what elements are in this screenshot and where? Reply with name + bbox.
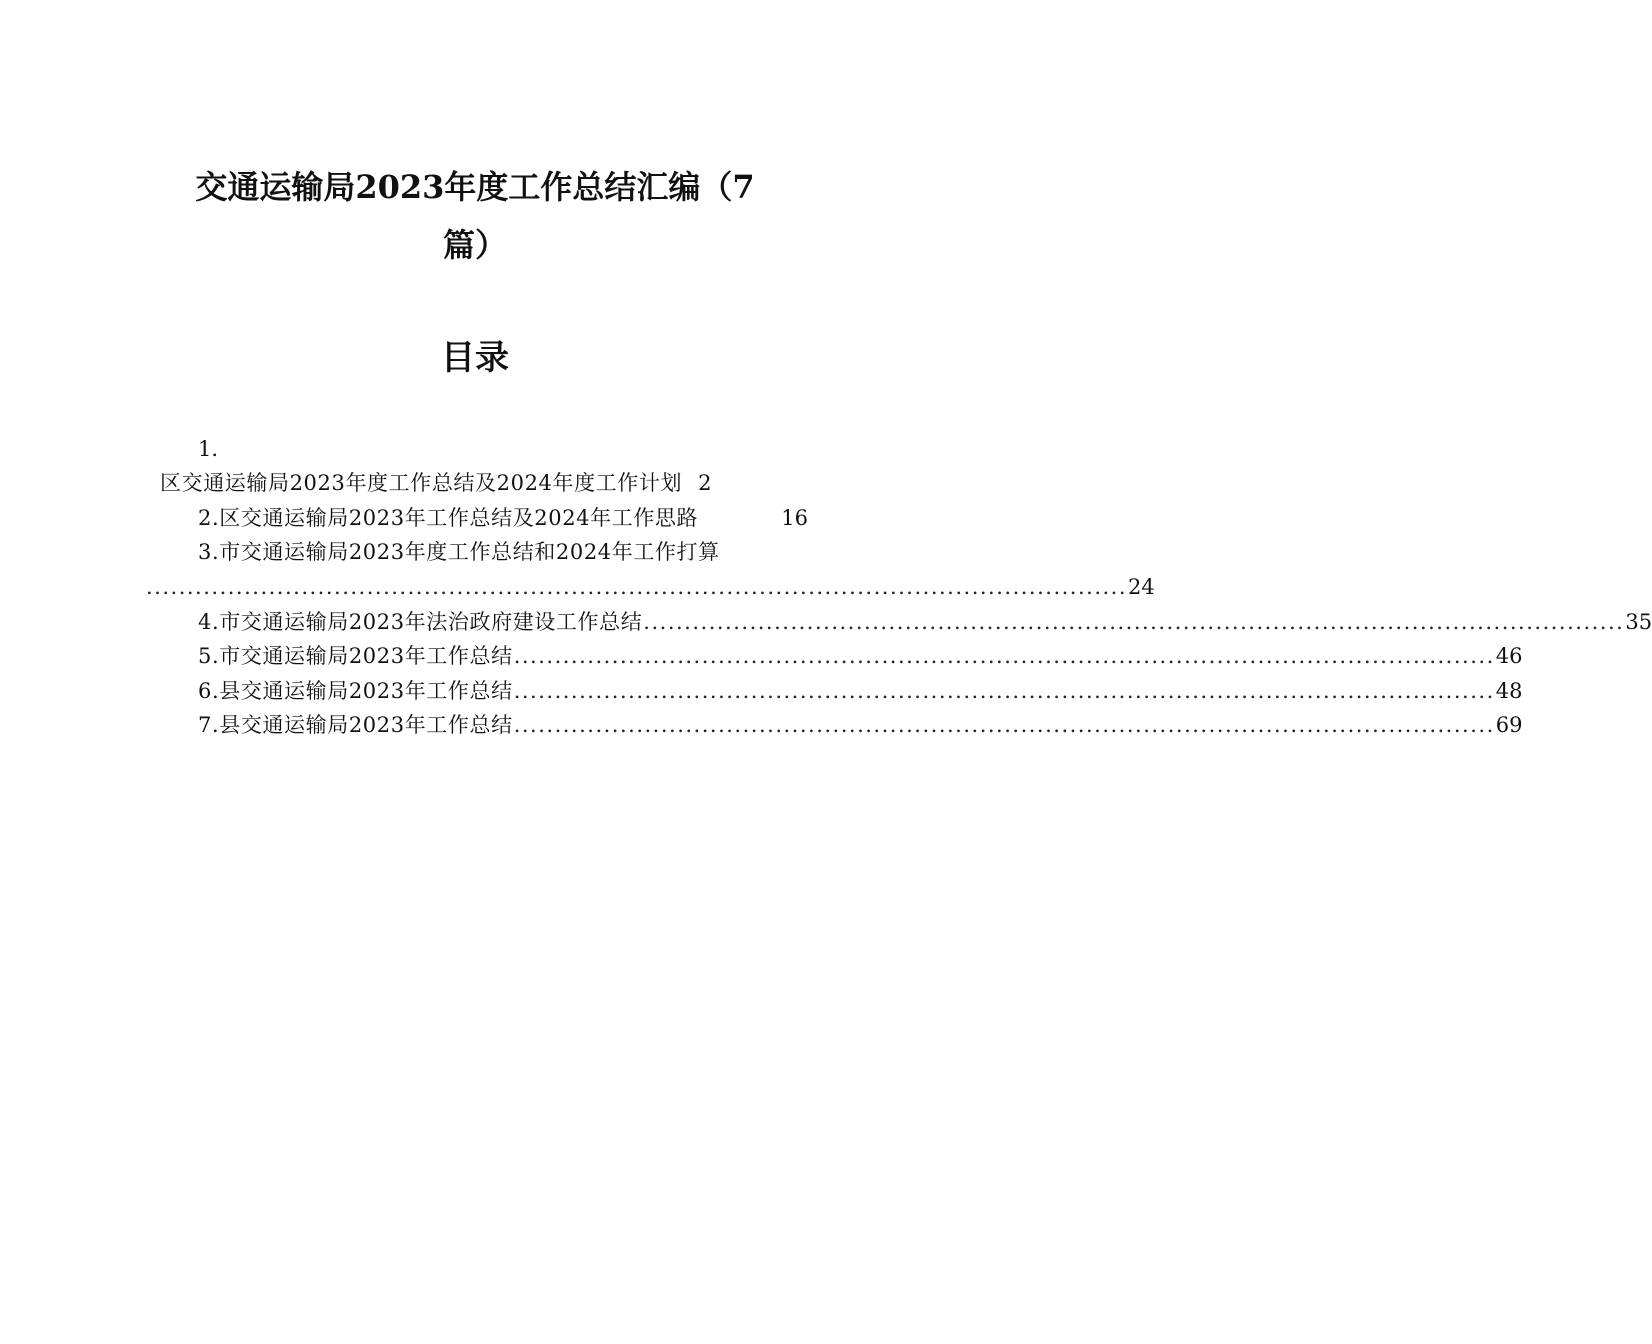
toc-entry-5[interactable]	[198, 640, 1523, 672]
toc-entry-1-number[interactable]: 1.	[198, 437, 219, 461]
document-title-line-1: 交通运输局2023年度工作总结汇编（7	[195, 168, 755, 206]
toc-entry-6[interactable]	[198, 675, 1523, 707]
toc-entry-3-dot-leader: ........................................................................................................................	[146, 575, 1128, 599]
toc-entry-1[interactable]	[160, 467, 800, 499]
toc-entry-2-page: 16	[781, 506, 808, 530]
toc-entry-7-text: 县交通运输局2023年工作总结	[219, 713, 513, 737]
toc-entry-6-text: 县交通运输局2023年工作总结	[219, 679, 513, 703]
toc-entry-3-number: 3.	[198, 540, 220, 564]
toc-entry-2-number: 2.	[198, 506, 220, 530]
toc-entry-7-page: 69	[1495, 713, 1523, 737]
document-title	[150, 158, 800, 274]
toc-entry-5-text: 市交通运输局2023年工作总结	[219, 644, 513, 668]
toc-entry-3-leader-line[interactable]	[145, 571, 1155, 603]
toc-entry-4[interactable]	[198, 606, 1652, 638]
toc-heading: 目录	[441, 338, 509, 378]
toc-entry-4-text: 市交通运输局2023年法治政府建设工作总结	[219, 610, 643, 634]
document-title-line-2: 篇）	[442, 226, 507, 264]
toc-entry-5-dot-leader: ........................................................................................................................	[513, 644, 1495, 668]
toc-entry-3-text: 市交通运输局2023年度工作总结和2024年工作打算	[219, 540, 720, 564]
toc-entry-7-dot-leader: ........................................................................................................................	[513, 713, 1495, 737]
toc-entry-4-dot-leader: ........................................................................................................................	[643, 610, 1625, 634]
toc-entry-5-page: 46	[1495, 644, 1523, 668]
toc-entry-1-text: 区交通运输局2023年度工作总结及2024年度工作计划	[160, 471, 683, 495]
toc-entry-2-text: 区交通运输局2023年工作总结及2024年工作思路	[219, 506, 699, 530]
toc-entry-4-number: 4.	[198, 610, 220, 634]
toc-entry-4-page: 35	[1625, 610, 1652, 634]
toc-entry-6-dot-leader: ........................................................................................................................	[513, 679, 1495, 703]
toc-entry-7[interactable]	[198, 709, 1523, 741]
toc-entry-7-number: 7.	[198, 713, 220, 737]
toc-entry-1-page: 2	[698, 471, 712, 495]
toc-entry-3[interactable]	[198, 536, 810, 568]
toc-entry-6-number: 6.	[198, 679, 220, 703]
toc-entry-6-page: 48	[1495, 679, 1523, 703]
toc-entry-2[interactable]	[198, 502, 808, 534]
toc-entry-5-number: 5.	[198, 644, 220, 668]
toc-entry-3-page: 24	[1128, 575, 1155, 599]
